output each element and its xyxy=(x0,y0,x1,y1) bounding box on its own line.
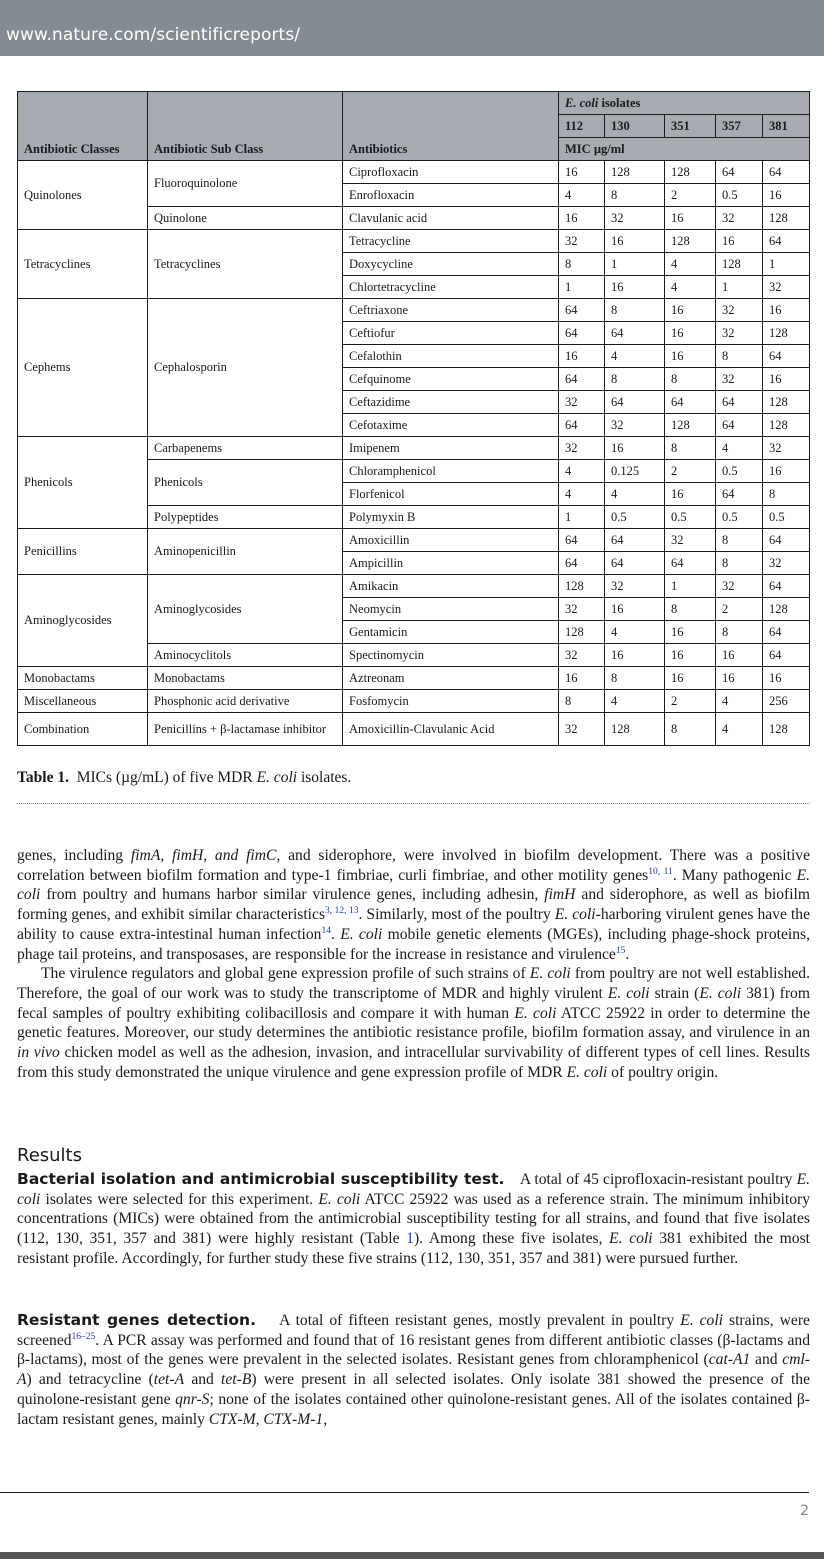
class-cell: Phenicols xyxy=(18,437,148,529)
antibiotic-cell: Ceftriaxone xyxy=(343,299,559,322)
mic-value: 16 xyxy=(665,644,716,667)
caption-divider xyxy=(17,803,810,804)
mic-value: 64 xyxy=(605,529,665,552)
mic-value: 64 xyxy=(716,391,763,414)
table-row xyxy=(18,529,810,552)
antibiotic-cell: Aztreonam xyxy=(343,667,559,690)
mic-value: 32 xyxy=(716,368,763,391)
mic-value: 16 xyxy=(559,667,605,690)
mic-value: 16 xyxy=(605,598,665,621)
citation-link[interactable]: 15 xyxy=(615,945,626,956)
mic-value: 0.5 xyxy=(716,506,763,529)
mic-value: 4 xyxy=(605,621,665,644)
mic-value: 2 xyxy=(665,690,716,713)
antibiotic-cell: Cefotaxime xyxy=(343,414,559,437)
mic-value: 8 xyxy=(716,529,763,552)
mic-value: 64 xyxy=(763,575,810,598)
mic-value: 8 xyxy=(665,713,716,746)
mic-value: 8 xyxy=(665,368,716,391)
mic-value: 16 xyxy=(716,230,763,253)
mic-value: 8 xyxy=(763,483,810,506)
section-title-results: Results xyxy=(17,1145,82,1166)
antibiotic-cell: Fosfomycin xyxy=(343,690,559,713)
subclass-cell: Cephalosporin xyxy=(148,299,343,437)
paragraph-intro-continued: genes, including fimA, fimH, and fimC, and siderophore, were involved in biofilm development. There was a positive correlation between biofilm formation and type-1 fimbriae, curli fimbriae, and other motility genes$^{10, 11}$. Many pathogenic E. coli from poultry and humans harbor similar virulence genes, including adhesin, fimH and siderophore, as well as biofilm forming genes, and exhibit similar characteristics$^{3, 12, 13}$. Similarly, most of the poultry E. coli-harboring virulent genes have the ability to cause extra-intestinal human infection$^{14}$. E. coli mobile genetic elements (MGEs), including phage-shock proteins, phage tail proteins, and transposases, are responsible for the increase in resistance and virulence$^{15}$. The virulence regulators and global gene expression profile of such strains of E. coli from poultry are not well established. Therefore, the goal of our work was to study the transcriptome of MDR and highly virulent E. coli strain (E. coli 381) from fecal samples of poultry exhibiting colibacillosis and compare it with human E. coli ATCC 25922 in order to determine the genetic features. Moreover, our study determines the antibiotic resistance profile, biofilm formation assay, and virulence in an in vivo chicken model as well as the adhesion, invasion, and intracellular survivability of different types of cell lines. Results from this study demonstrated the unique virulence and gene expression profile of MDR E. coli of poultry origin. xyxy=(17,847,811,1081)
mic-value: 8 xyxy=(665,598,716,621)
mic-value: 4 xyxy=(605,345,665,368)
table-row xyxy=(18,437,810,460)
mic-value: 32 xyxy=(605,207,665,230)
antibiotic-cell: Cefquinome xyxy=(343,368,559,391)
table-row xyxy=(18,667,810,690)
journal-url: www.nature.com/scientificreports/ xyxy=(6,25,301,45)
mic-value: 128 xyxy=(763,598,810,621)
mic-value: 16 xyxy=(559,207,605,230)
antibiotic-cell: Amoxicillin xyxy=(343,529,559,552)
mic-value: 64 xyxy=(605,391,665,414)
col-header-isolate: 351 xyxy=(665,115,716,138)
mic-value: 0.5 xyxy=(716,460,763,483)
mic-value: 64 xyxy=(559,529,605,552)
mic-value: 8 xyxy=(716,345,763,368)
mic-value: 64 xyxy=(763,621,810,644)
table-link[interactable]: 1 xyxy=(406,1230,414,1248)
mic-value: 16 xyxy=(605,230,665,253)
class-cell: Aminoglycosides xyxy=(18,575,148,667)
antibiotic-cell: Ceftazidime xyxy=(343,391,559,414)
col-header-isolate: 357 xyxy=(716,115,763,138)
mic-value: 8 xyxy=(665,437,716,460)
mic-value: 128 xyxy=(665,230,716,253)
paragraph-goal: The virulence regulators and global gene expression profile of such strains of E. coli from poultry are not well established. Therefore, the goal of our work was to study the transcriptome of MDR and highly virulent E. coli strain (E. coli 381) from fecal samples of poultry exhibiting colibacillosis and compare it with human E. coli ATCC 25922 in order to determine the genetic features. Moreover, our study determines the antibiotic resistance profile, biofilm formation assay, and virulence in an in vivo chicken model as well as the adhesion, invasion, and intracellular survivability of different types of cell lines. Results from this study demonstrated the unique virulence and gene expression profile of MDR E. coli of poultry origin. xyxy=(17,965,811,1081)
subclass-cell: Monobactams xyxy=(148,667,343,690)
mic-value: 4 xyxy=(665,276,716,299)
mic-value: 32 xyxy=(559,230,605,253)
mic-value: 128 xyxy=(763,322,810,345)
mic-value: 32 xyxy=(559,644,605,667)
class-cell: Penicillins xyxy=(18,529,148,575)
col-header-isolate: 130 xyxy=(605,115,665,138)
mic-value: 0.5 xyxy=(763,506,810,529)
subsection-heading: Bacterial isolation and antimicrobial susceptibility test. xyxy=(17,1170,505,1188)
mic-value: 8 xyxy=(716,621,763,644)
mic-value: 16 xyxy=(559,161,605,184)
paragraph-bacterial-isolation: Bacterial isolation and antimicrobial susceptibility test. A total of 45 ciprofloxacin-resistant poultry E. coli isolates were selected for this experiment. E. coli ATCC 25922 was used as a reference strain. The minimum inhibitory concentrations (MICs) were obtained from the antimicrobial susceptibility testing for all strains, and found that five isolates (112, 130, 351, 357 and 381) were highly resistant (Table 1). Among these five isolates, E. coli 381 exhibited the most resistant profile. Accordingly, for further study these five strains (112, 130, 351, 357 and 381) were pursued further. xyxy=(17,1170,810,1267)
antibiotic-cell: Ciprofloxacin xyxy=(343,161,559,184)
mic-value: 16 xyxy=(665,299,716,322)
mic-value: 64 xyxy=(559,322,605,345)
bottom-bar xyxy=(0,1552,824,1559)
citation-link[interactable]: 3, 12, 13 xyxy=(325,905,359,916)
col-header-isolate: 381 xyxy=(763,115,810,138)
antibiotic-cell: Chloramphenicol xyxy=(343,460,559,483)
mic-value: 1 xyxy=(559,276,605,299)
mic-value: 32 xyxy=(559,391,605,414)
antibiotic-cell: Ampicillin xyxy=(343,552,559,575)
mic-value: 16 xyxy=(716,644,763,667)
table-row xyxy=(18,575,810,598)
mic-value: 1 xyxy=(605,253,665,276)
subclass-cell: Polypeptides xyxy=(148,506,343,529)
mic-value: 64 xyxy=(716,161,763,184)
mic-value: 64 xyxy=(559,368,605,391)
mic-value: 16 xyxy=(605,644,665,667)
mic-value: 16 xyxy=(665,667,716,690)
subsection-heading: Resistant genes detection. xyxy=(17,1311,256,1329)
class-cell: Tetracyclines xyxy=(18,230,148,299)
antibiotic-cell: Gentamicin xyxy=(343,621,559,644)
mic-value: 4 xyxy=(665,253,716,276)
mic-value: 16 xyxy=(605,437,665,460)
mic-value: 8 xyxy=(605,184,665,207)
paragraph-resistant-genes: Resistant genes detection. A total of fifteen resistant genes, mostly prevalent in poultry E. coli strains, were screened$^{16-25}$. A PCR assay was performed and found that of 16 resistant genes from different antibiotic classes (β-lactams and β-lactams), most of the genes were prevalent in the selected isolates. Resistant genes from chloramphenicol (cat-A1 and cml-A) and tetracycline (tet-A and tet-B) were present in all selected isolates. Only isolate 381 showed the presence of the quinolone-resistant gene qnr-S; none of the isolates contained other quinolone-resistant genes. All of the isolates contained β-lactam resistant genes, mainly CTX-M, CTX-M-1, xyxy=(17,1311,811,1428)
mic-value: 4 xyxy=(716,437,763,460)
antibiotic-cell: Chlortetracycline xyxy=(343,276,559,299)
mic-value: 4 xyxy=(605,690,665,713)
antibiotic-cell: Amoxicillin-Clavulanic Acid xyxy=(343,713,559,746)
mic-value: 64 xyxy=(716,483,763,506)
mic-value: 0.125 xyxy=(605,460,665,483)
col-header-unit: MIC µg/ml xyxy=(559,138,810,161)
mic-value: 128 xyxy=(716,253,763,276)
mic-value: 256 xyxy=(763,690,810,713)
mic-value: 16 xyxy=(763,667,810,690)
mic-value: 16 xyxy=(605,276,665,299)
mic-value: 16 xyxy=(665,483,716,506)
subclass-cell: Tetracyclines xyxy=(148,230,343,299)
mic-value: 1 xyxy=(716,276,763,299)
mic-value: 16 xyxy=(559,345,605,368)
footer-divider xyxy=(0,1492,809,1493)
subclass-cell: Carbapenems xyxy=(148,437,343,460)
citation-link[interactable]: 14 xyxy=(321,925,331,936)
mic-value: 32 xyxy=(665,529,716,552)
mic-value: 128 xyxy=(763,713,810,746)
mic-value: 4 xyxy=(559,483,605,506)
antibiotic-cell: Enrofloxacin xyxy=(343,184,559,207)
mic-value: 64 xyxy=(665,552,716,575)
citation-link[interactable]: 10, 11 xyxy=(648,866,673,877)
class-cell: Monobactams xyxy=(18,667,148,690)
table-caption: Table 1. MICs (µg/mL) of five MDR E. coli isolates. xyxy=(17,769,352,786)
col-header-subclass: Antibiotic Sub Class xyxy=(148,92,343,161)
mic-value: 64 xyxy=(559,552,605,575)
mic-value: 4 xyxy=(559,460,605,483)
mic-value: 128 xyxy=(559,575,605,598)
mic-value: 16 xyxy=(665,207,716,230)
col-header-isolate: 112 xyxy=(559,115,605,138)
col-header-antibiotics: Antibiotics xyxy=(343,92,559,161)
mic-value: 8 xyxy=(559,253,605,276)
subclass-cell: Penicillins + β-lactamase inhibitor xyxy=(148,713,343,746)
mic-value: 64 xyxy=(716,414,763,437)
mic-value: 16 xyxy=(716,667,763,690)
subclass-cell: Aminoglycosides xyxy=(148,575,343,644)
subclass-cell: Phosphonic acid derivative xyxy=(148,690,343,713)
mic-value: 64 xyxy=(763,161,810,184)
mic-value: 32 xyxy=(763,276,810,299)
table-row xyxy=(18,161,810,184)
mic-value: 16 xyxy=(763,368,810,391)
antibiotic-cell: Ceftiofur xyxy=(343,322,559,345)
mic-value: 32 xyxy=(559,437,605,460)
table-row xyxy=(18,690,810,713)
col-header-isolates-group: E. coli isolates xyxy=(559,92,810,115)
mic-value: 16 xyxy=(665,322,716,345)
antibiotic-cell: Spectinomycin xyxy=(343,644,559,667)
mic-value: 128 xyxy=(763,207,810,230)
page-number: 2 xyxy=(800,1503,809,1519)
subclass-cell: Fluoroquinolone xyxy=(148,161,343,207)
mic-value: 64 xyxy=(559,299,605,322)
mic-value: 128 xyxy=(605,713,665,746)
table-row xyxy=(18,230,810,253)
mic-value: 32 xyxy=(559,713,605,746)
mic-value: 16 xyxy=(665,345,716,368)
mic-value: 32 xyxy=(605,414,665,437)
antibiotic-cell: Tetracycline xyxy=(343,230,559,253)
mic-value: 32 xyxy=(605,575,665,598)
antibiotic-cell: Imipenem xyxy=(343,437,559,460)
antibiotic-cell: Florfenicol xyxy=(343,483,559,506)
antibiotic-cell: Cefalothin xyxy=(343,345,559,368)
mic-value: 64 xyxy=(763,345,810,368)
col-header-classes: Antibiotic Classes xyxy=(18,92,148,161)
mic-value: 4 xyxy=(605,483,665,506)
mic-value: 64 xyxy=(763,230,810,253)
mic-value: 32 xyxy=(716,299,763,322)
mic-value: 2 xyxy=(665,184,716,207)
mic-value: 128 xyxy=(763,414,810,437)
class-cell: Cephems xyxy=(18,299,148,437)
mic-value: 4 xyxy=(716,690,763,713)
mic-value: 1 xyxy=(559,506,605,529)
mic-value: 0.5 xyxy=(716,184,763,207)
mic-value: 32 xyxy=(716,575,763,598)
table-row xyxy=(18,713,810,746)
mic-value: 32 xyxy=(763,437,810,460)
citation-link[interactable]: 16–25 xyxy=(71,1331,96,1342)
mic-value: 8 xyxy=(716,552,763,575)
mic-value: 16 xyxy=(763,299,810,322)
mic-value: 16 xyxy=(665,621,716,644)
antibiotic-cell: Polymyxin B xyxy=(343,506,559,529)
caption-label: Table 1. xyxy=(17,769,69,786)
mic-value: 8 xyxy=(559,690,605,713)
mic-value: 0.5 xyxy=(665,506,716,529)
mic-value: 128 xyxy=(665,414,716,437)
mic-value: 64 xyxy=(605,322,665,345)
journal-header-bar xyxy=(0,0,824,56)
subclass-cell: Phenicols xyxy=(148,460,343,506)
class-cell: Miscellaneous xyxy=(18,690,148,713)
table-row xyxy=(18,299,810,322)
antibiotic-cell: Amikacin xyxy=(343,575,559,598)
class-cell: Quinolones xyxy=(18,161,148,230)
antibiotic-cell: Clavulanic acid xyxy=(343,207,559,230)
subclass-cell: Quinolone xyxy=(148,207,343,230)
subclass-cell: Aminocyclitols xyxy=(148,644,343,667)
mic-value: 16 xyxy=(763,184,810,207)
mic-value: 128 xyxy=(763,391,810,414)
mic-value: 64 xyxy=(763,529,810,552)
mic-value: 1 xyxy=(665,575,716,598)
mic-value: 64 xyxy=(559,414,605,437)
mic-value: 32 xyxy=(716,207,763,230)
mic-value: 128 xyxy=(665,161,716,184)
mic-value: 32 xyxy=(716,322,763,345)
antibiotic-cell: Doxycycline xyxy=(343,253,559,276)
mic-value: 128 xyxy=(605,161,665,184)
mic-table xyxy=(17,91,810,746)
antibiotic-cell: Neomycin xyxy=(343,598,559,621)
mic-value: 64 xyxy=(763,644,810,667)
mic-value: 128 xyxy=(559,621,605,644)
mic-value: 64 xyxy=(665,391,716,414)
mic-value: 64 xyxy=(605,552,665,575)
mic-value: 8 xyxy=(605,368,665,391)
mic-value: 4 xyxy=(716,713,763,746)
mic-value: 2 xyxy=(665,460,716,483)
mic-value: 8 xyxy=(605,299,665,322)
class-cell: Combination xyxy=(18,713,148,746)
mic-value: 32 xyxy=(763,552,810,575)
mic-value: 32 xyxy=(559,598,605,621)
mic-value: 1 xyxy=(763,253,810,276)
mic-value: 0.5 xyxy=(605,506,665,529)
mic-value: 4 xyxy=(559,184,605,207)
mic-value: 8 xyxy=(605,667,665,690)
subclass-cell: Aminopenicillin xyxy=(148,529,343,575)
mic-value: 2 xyxy=(716,598,763,621)
mic-value: 16 xyxy=(763,460,810,483)
